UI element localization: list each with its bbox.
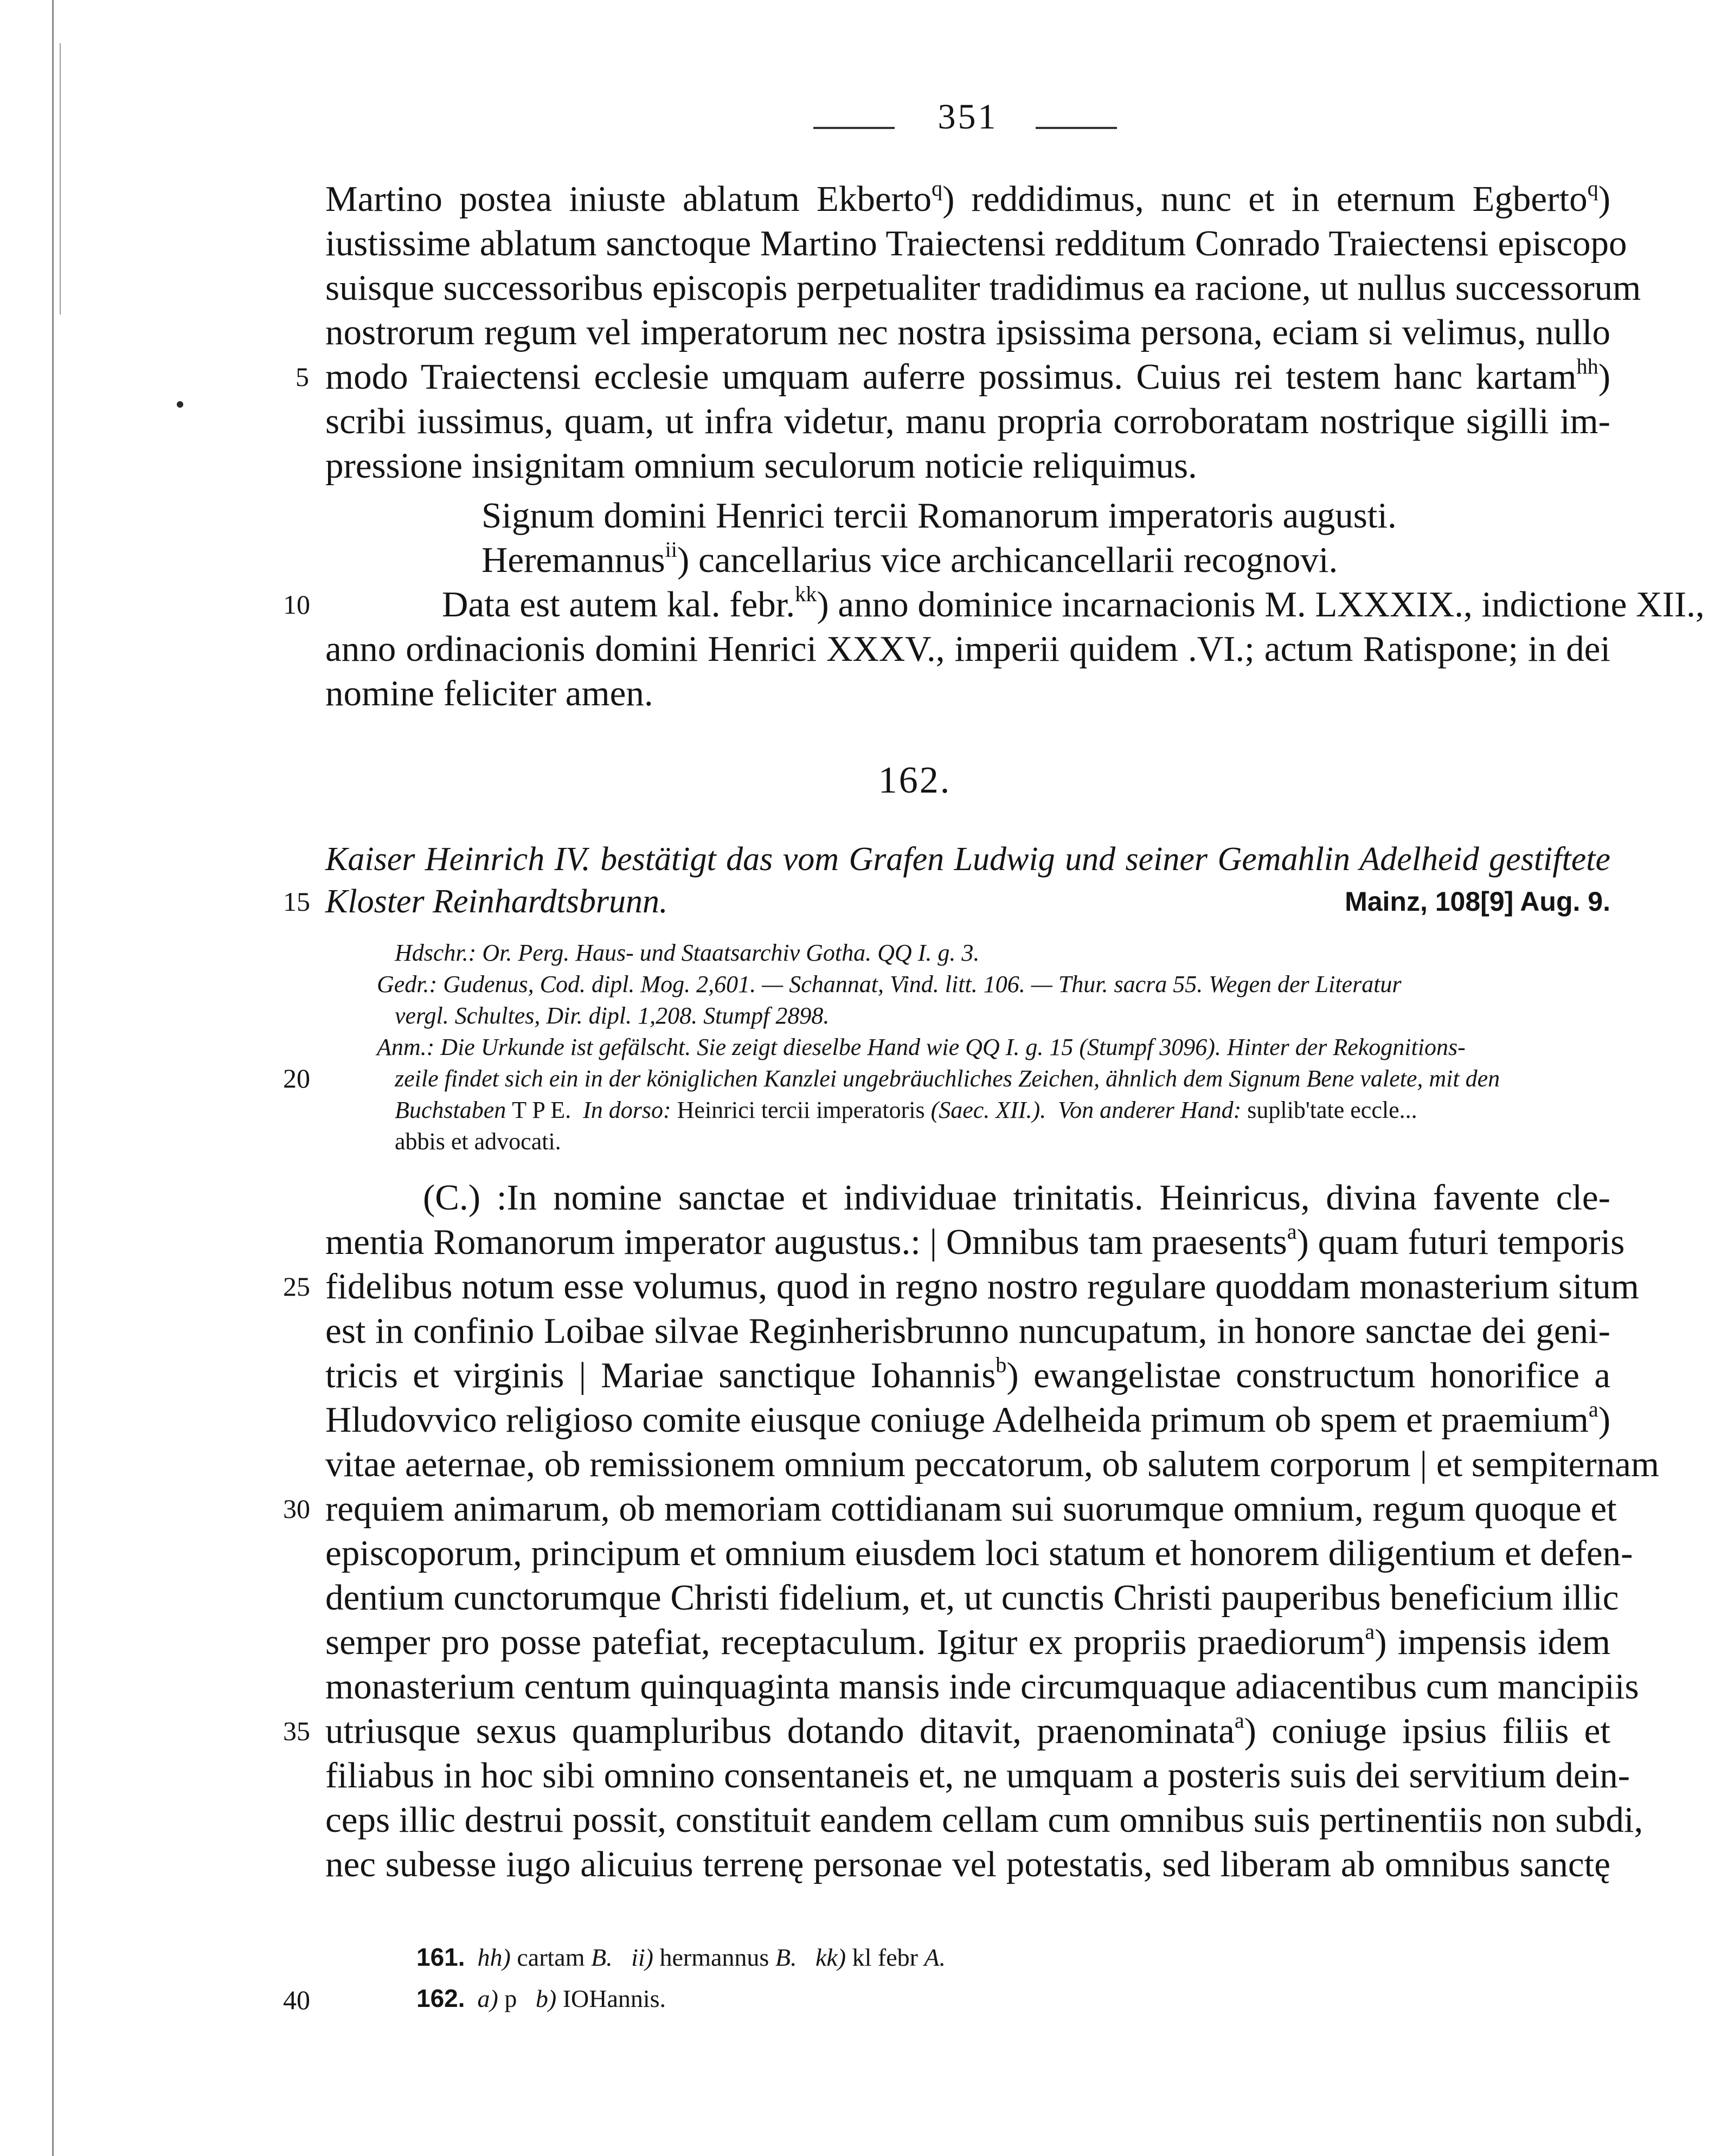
text-line: modo Traiectensi ecclesie umquam auferre possimus. Cuius rei testem hanc kartam$^{hh}$) <box>325 353 1610 397</box>
dating-line: nomine feliciter amen. <box>325 673 653 713</box>
text-line: dentium cunctorumque Christi fidelium, et, ut cunctis Christi pauperibus beneficium illic <box>325 1578 1619 1618</box>
dating-line: Data est autem kal. febr.$^{kk}$) anno dominice incarnacionis M. LXXXIX., indictione XII., <box>442 581 1705 625</box>
recognition-line: Heremannus$^{ii}$) cancellarius vice archicancellarii recognovi. <box>481 537 1338 580</box>
text-line: utriusque sexus quampluribus dotando ditavit, praenominata$^a$) coniuge ipsius filiis et <box>325 1708 1610 1751</box>
text-line: (C.) :In nomine sanctae et individuae trinitatis. Heinricus, divina favente cle- <box>423 1177 1610 1218</box>
stray-mark <box>177 401 183 408</box>
regest-line: Kaiser Heinrich IV. bestätigt das vom Grafen Ludwig und seiner Gemahlin Adelheid gestiftete <box>325 841 1610 878</box>
apparatus-anm: abbis et advocati. <box>395 1128 561 1155</box>
footnote-161: 161. hh) cartam B. ii) hermannus B. kk) kl febr A. <box>416 1943 946 1971</box>
regest-title-end: Kloster Reinhardtsbrunn. <box>325 883 668 920</box>
text-line: iustissime ablatum sanctoque Martino Traiectensi redditum Conrado Traiectensi episcopo <box>325 223 1627 263</box>
text-line: vitae aeternae, ob remissionem omnium peccatorum, ob salutem corporum | et sempiternam <box>325 1444 1659 1484</box>
apparatus-anm: Buchstaben T P E. In dorso: Heinrici tercii imperatoris (Saec. XII.). Von anderer Hand: suplib'tate eccle... <box>395 1097 1417 1123</box>
line-number: 35 <box>283 1716 310 1746</box>
text-line: pressione insignitam omnium seculorum noticie reliquimus. <box>325 446 1197 486</box>
line-number: 40 <box>283 1985 310 2015</box>
line-number: 10 <box>283 589 310 620</box>
apparatus-anm: Anm.: Die Urkunde ist gefälscht. Sie zeigt dieselbe Hand wie QQ I. g. 15 (Stumpf 3096). Hinter der Rekognitions- <box>377 1034 1466 1060</box>
text-line: mentia Romanorum imperator augustus.: | Omnibus tam praesents$^a$) quam futuri temporis <box>325 1219 1625 1262</box>
text-line: Martino postea iniuste ablatum Ekberto$^q$) reddidimus, nunc et in eternum Egberto$^q$) <box>325 176 1610 219</box>
apparatus-gedr: Gedr.: Gudenus, Cod. dipl. Mog. 2,601. — Schannat, Vind. litt. 106. — Thur. sacra 55. Wegen der Literatur <box>377 971 1402 997</box>
text-line: nostrorum regum vel imperatorum nec nostra ipsissima persona, eciam si velimus, nullo <box>325 312 1610 352</box>
text-line: est in confinio Loibae silvae Reginherisbrunno nuncupatum, in honore sanctae dei geni- <box>325 1311 1610 1351</box>
text-line: nec subesse iugo alicuius terrenę personae vel potestatis, sed liberam ab omnibus sanctę <box>325 1844 1610 1884</box>
text-line: scribi iussimus, quam, ut infra videtur, manu propria corroboratam nostrique sigilli im- <box>325 401 1610 441</box>
line-number: 5 <box>296 362 309 392</box>
text-line: ceps illic destrui possit, constituit eandem cellam cum omnibus suis pertinentiis non subdi, <box>325 1800 1643 1840</box>
regest-date: Mainz, 108[9] Aug. 9. <box>1345 886 1610 917</box>
dating-line: anno ordinacionis domini Henrici XXXV., imperii quidem .VI.; actum Ratispone; in dei <box>325 629 1610 669</box>
scan-edge-line <box>60 43 61 314</box>
text-line: semper pro posse patefiat, receptaculum. Igitur ex propriis praediorum$^a$) impensis idem <box>325 1619 1610 1662</box>
footnote-162: 162. a) p b) IOHannis. <box>416 1984 666 2012</box>
page-number: 351 <box>937 97 998 137</box>
line-number: 20 <box>283 1063 310 1093</box>
text-line: suisque successoribus episcopis perpetualiter tradidimus ea racione, ut nullus successorum <box>325 268 1641 308</box>
line-number: 25 <box>283 1271 310 1302</box>
text-line: tricis et virginis | Mariae sanctique Iohannis$^b$) ewangelistae constructum honorifice a <box>325 1352 1610 1395</box>
regest-line <box>325 880 1610 923</box>
header-dash-right <box>1036 127 1117 129</box>
apparatus-hdschr: Hdschr.: Or. Perg. Haus- und Staatsarchiv Gotha. QQ I. g. 3. <box>395 939 980 966</box>
apparatus-gedr: vergl. Schultes, Dir. dipl. 1,208. Stumpf 2898. <box>395 1002 830 1029</box>
running-header <box>813 96 1122 156</box>
line-number: 15 <box>283 886 310 917</box>
text-line: filiabus in hoc sibi omnino consentaneis et, ne umquam a posteris suis dei servitium dein- <box>325 1755 1630 1795</box>
text-line: Hludovvico religioso comite eiusque coniuge Adelheida primum ob spem et praemium$^a$) <box>325 1396 1610 1440</box>
apparatus-anm: zeile findet sich ein in der königlichen Kanzlei ungebräuchliches Zeichen, ähnlich dem Signum Bene valete, mit den <box>395 1065 1500 1092</box>
text-line: episcoporum, principum et omnium eiusdem loci statum et honorem diligentium et defen- <box>325 1533 1633 1573</box>
text-line: requiem animarum, ob memoriam cottidianam sui suorumque omnium, regum quoque et <box>325 1489 1617 1529</box>
text-line: monasterium centum quinquaginta mansis inde circumquaque adiacentibus cum mancipiis <box>325 1666 1639 1707</box>
text-line: fidelibus notum esse volumus, quod in regno nostro regulare quoddam monasterium situm <box>325 1266 1639 1307</box>
scan-edge-line <box>52 0 54 2156</box>
document-number: 162. <box>878 760 952 801</box>
line-number: 30 <box>283 1494 310 1524</box>
signum-line: Signum domini Henrici tercii Romanorum imperatoris augusti. <box>481 495 1397 536</box>
